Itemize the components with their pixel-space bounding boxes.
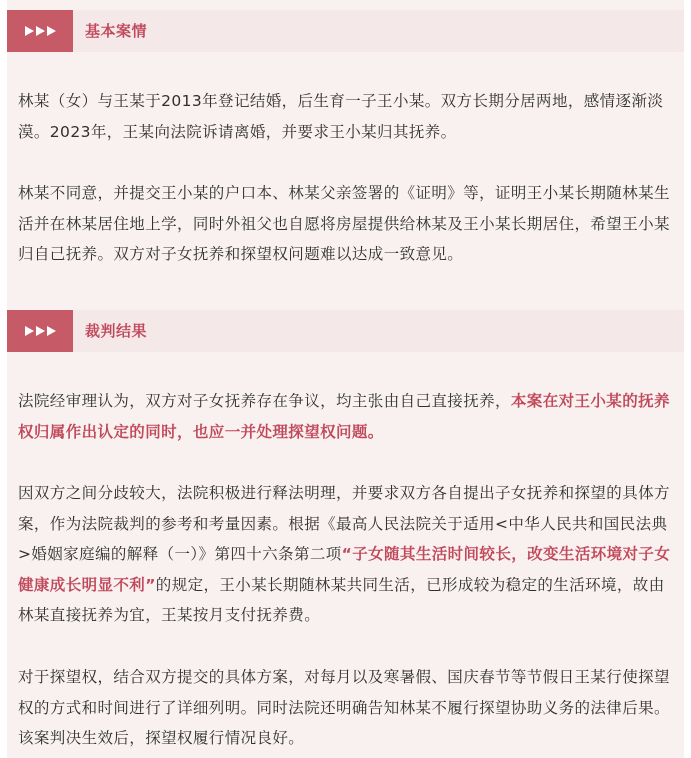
highlighted-text: 本案在对王小某的抚养权归属作出认定的同时，也应一并处理探望权问题。: [18, 392, 670, 441]
paragraph: [18, 386, 680, 447]
paragraph-text: 因双方之间分歧较大，法院积极进行释法明理，并要求双方各自提出子女抚养和探望的具体方案，作为法院裁判的参考和考量因素。根据《最高人民法院关于适用<中华人民共和国民法典>婚姻家庭编的解释（一）》第四十六条第二项: [18, 484, 670, 563]
highlighted-quote: “子女随其生活时间较长，改变生活环境对子女健康成长明显不利”: [18, 545, 671, 594]
triple-arrow-icon: [7, 310, 73, 352]
paragraph-text: 的规定，王小某长期随林某共同生活，已形成较为稳定的生活环境，故由林某直接抚养为宜，王某按月支付抚养费。: [18, 575, 665, 624]
paragraph-text: 法院经审理认为，双方对子女抚养存在争议，均主张由自己直接抚养，: [18, 392, 511, 410]
section-title: 基本案情: [85, 22, 148, 40]
section-title: 裁判结果: [85, 322, 148, 340]
triple-arrow-icon: [7, 10, 73, 52]
paragraph: 对于探望权，结合双方提交的具体方案，对每月以及寒暑假、国庆春节等节假日王某行使探望权的方式和时间进行了详细列明。同时法院还明确告知林某不履行探望协助义务的法律后果。该案判决生效后，探望权履行情况良好。: [18, 668, 670, 747]
section-header-judgment-result: [7, 310, 684, 352]
paragraph: 林某（女）与王某于2013年登记结婚，后生育一子王小某。双方长期分居两地，感情逐渐淡漠。2023年，王某向法院诉请离婚，并要求王小某归其抚养。: [18, 92, 664, 141]
paragraph: 林某不同意，并提交王小某的户口本、林某父亲签署的《证明》等，证明王小某长期随林某生活并在林某居住地上学，同时外祖父也自愿将房屋提供给林某及王小某长期居住，希望王小某归自己抚养。双方对子女抚养和探望权问题难以达成一致意见。: [18, 184, 670, 263]
article-page: [7, 0, 684, 758]
section-header-basic-facts: [7, 10, 684, 52]
paragraph: [18, 478, 680, 631]
